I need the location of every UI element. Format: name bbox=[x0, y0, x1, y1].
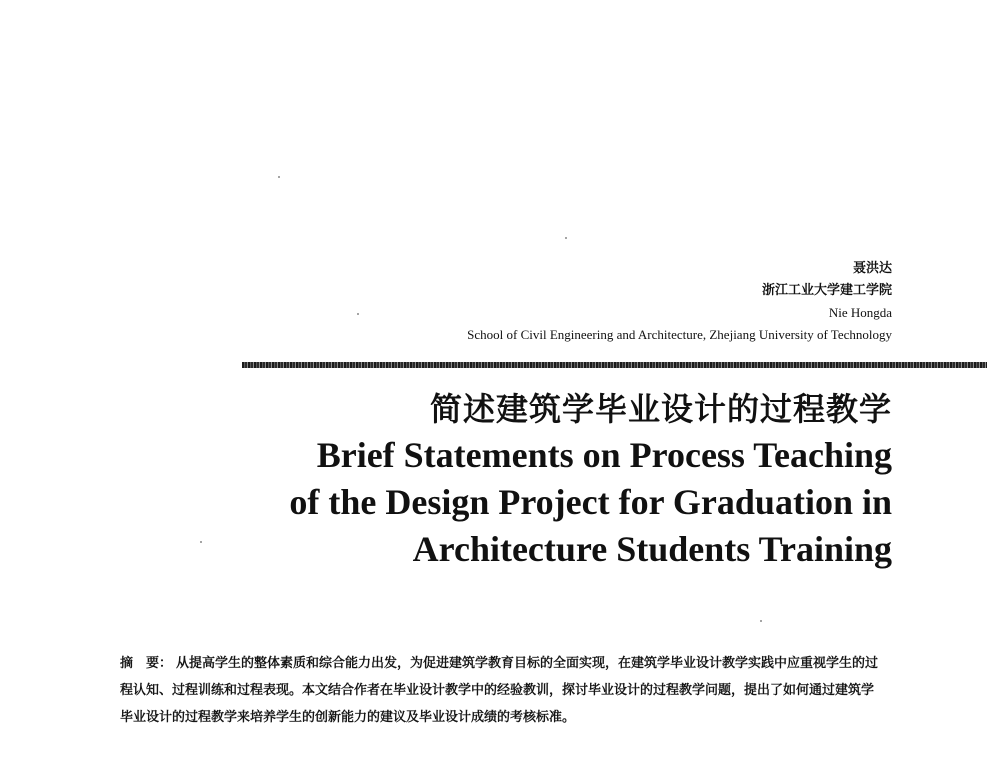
title-chinese: 简述建筑学毕业设计的过程教学 bbox=[429, 390, 892, 428]
scan-speck bbox=[357, 313, 359, 315]
author-affiliation-zh: 浙江工业大学建工学院 bbox=[761, 283, 892, 298]
author-affiliation-en: School of Civil Engineering and Architecture, Zhejiang University of Technology bbox=[467, 327, 892, 342]
title-english-line-3: Architecture Students Training bbox=[412, 529, 892, 569]
scan-speck bbox=[760, 620, 762, 622]
abstract-paragraph bbox=[120, 650, 880, 731]
abstract-label: 摘 要： bbox=[120, 656, 173, 671]
author-name-zh: 聂洪达 bbox=[852, 261, 892, 276]
scan-speck bbox=[565, 237, 567, 239]
scan-speck bbox=[278, 176, 280, 178]
author-block bbox=[467, 258, 892, 346]
title-divider-rule bbox=[242, 362, 987, 368]
title-english-line-2: of the Design Project for Graduation in bbox=[289, 482, 892, 522]
scan-speck bbox=[200, 541, 202, 543]
abstract-text: 从提高学生的整体素质和综合能力出发，为促进建筑学教育目标的全面实现，在建筑学毕业设计教学实践中应重视学生的过程认知、过程训练和过程表现。本文结合作者在毕业设计教学中的经验教训，探讨毕业设计的过程教学问题，提出了如何通过建筑学毕业设计的过程教学来培养学生的创新能力的建议及毕业设计成绩的考核标准。 bbox=[120, 656, 879, 725]
title-english-line-1: Brief Statements on Process Teaching bbox=[316, 435, 892, 475]
author-name-en: Nie Hongda bbox=[828, 305, 892, 320]
title-english bbox=[289, 432, 892, 573]
